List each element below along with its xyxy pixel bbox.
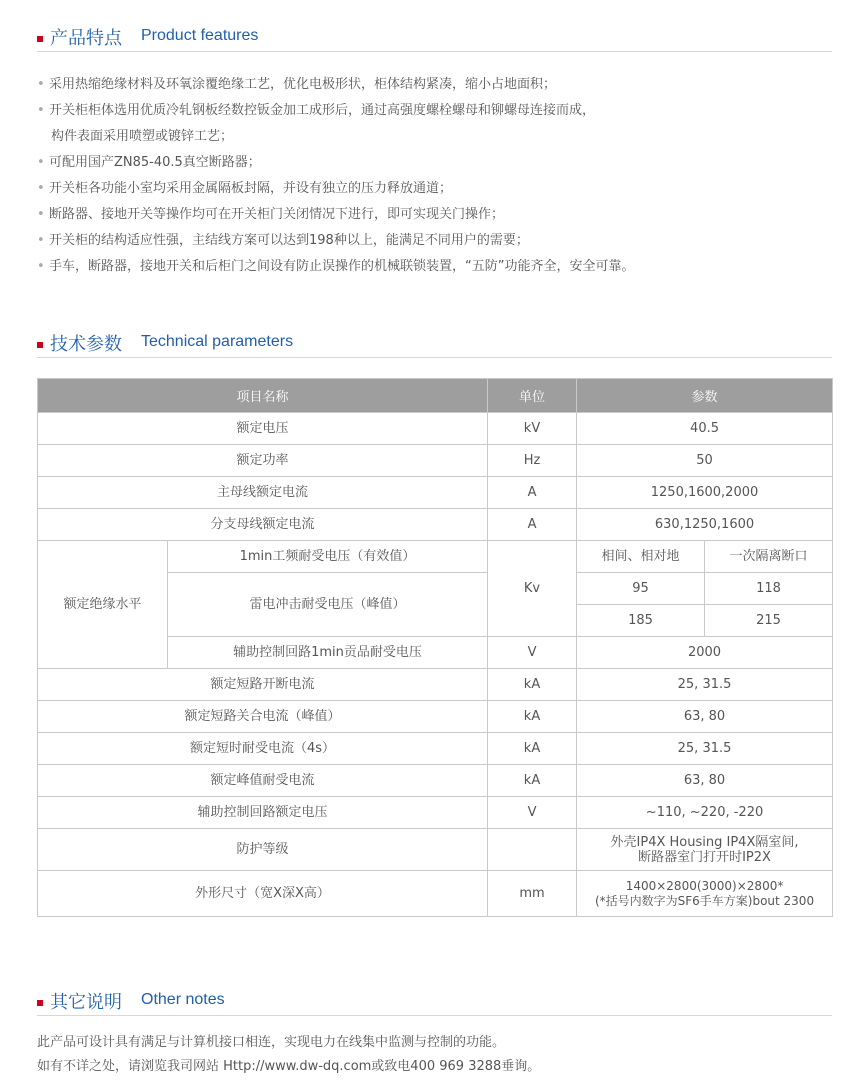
table-row <box>38 829 833 871</box>
param-name: 辅助控制回路额定电压 <box>38 797 488 829</box>
protection-name: 防护等级 <box>38 829 488 871</box>
bullet-icon: • <box>37 207 45 222</box>
dimensions-name: 外形尺寸（宽X深X高） <box>38 871 488 917</box>
param-unit: kA <box>488 669 577 701</box>
param-name: 分支母线额定电流 <box>38 509 488 541</box>
features-title-cn: 产品特点 <box>50 28 122 49</box>
feature-item: • 开关柜各功能小室均采用金属隔板封隔，并设有独立的压力释放通道； <box>37 176 837 202</box>
param-name: 额定短时耐受电流（4s） <box>38 733 488 765</box>
feature-item-continuation: 构件表面采用喷塑或镀锌工艺； <box>51 129 234 144</box>
table-header-row <box>38 379 833 413</box>
insulation-col2-header: 一次隔离断口 <box>705 541 833 573</box>
technical-parameters-table <box>37 378 833 917</box>
param-value: 25, 31.5 <box>577 733 833 765</box>
notes-body <box>37 1031 540 1079</box>
param-value: 25, 31.5 <box>577 669 833 701</box>
bullet-icon: • <box>37 155 45 170</box>
param-value: 40.5 <box>577 413 833 445</box>
param-name: 额定功率 <box>38 445 488 477</box>
param-value: 630,1250,1600 <box>577 509 833 541</box>
feature-item: • 开关柜的结构适应性强，主结线方案可以达到198种以上，能满足不同用户的需要； <box>37 228 837 254</box>
protection-value <box>577 829 833 871</box>
bullet-icon: • <box>37 103 45 118</box>
param-value: ~110, ~220, -220 <box>577 797 833 829</box>
header-unit: 单位 <box>488 379 577 413</box>
param-name: 主母线额定电流 <box>38 477 488 509</box>
section-marker-icon <box>37 342 43 348</box>
bullet-icon: • <box>37 259 45 274</box>
insulation-group-label: 额定绝缘水平 <box>38 541 168 669</box>
param-value: 63, 80 <box>577 765 833 797</box>
dimensions-value-line2: (*括号内数字为SF6手车方案)bout 2300 <box>594 893 815 908</box>
param-unit: A <box>488 477 577 509</box>
bullet-icon: • <box>37 77 45 92</box>
insulation-unit: Kv <box>488 541 577 637</box>
dimensions-unit: mm <box>488 871 577 917</box>
note-line: 此产品可设计具有满足与计算机接口相连，实现电力在线集中监测与控制的功能。 <box>37 1035 506 1050</box>
features-title-en: Product features <box>141 27 259 44</box>
features-list <box>37 72 837 280</box>
section-marker-icon <box>37 36 43 42</box>
table-row <box>38 701 833 733</box>
param-name: 额定短路关合电流（峰值） <box>38 701 488 733</box>
tech-title-cn: 技术参数 <box>50 334 122 355</box>
feature-item: • 可配用国产ZN85-40.5真空断路器； <box>37 150 837 176</box>
dimensions-value <box>577 871 833 917</box>
param-name: 额定电压 <box>38 413 488 445</box>
feature-item: • 采用热缩绝缘材料及环氧涂覆绝缘工艺，优化电极形状，柜体结构紧凑，缩小占地面积； <box>37 72 837 98</box>
header-value: 参数 <box>577 379 833 413</box>
tech-title-en: Technical parameters <box>141 333 294 350</box>
aux-label: 辅助控制回路1min贡品耐受电压 <box>168 637 488 669</box>
aux-value: 2000 <box>577 637 833 669</box>
param-unit: Hz <box>488 445 577 477</box>
param-unit: V <box>488 797 577 829</box>
table-row <box>38 413 833 445</box>
feature-item: • 手车，断路器，接地开关和后柜门之间设有防止误操作的机械联锁装置，“五防”功能齐全，安全可靠。 <box>37 254 837 280</box>
lightning-label: 雷电冲击耐受电压（峰值） <box>168 573 488 637</box>
power-freq-col1: 95 <box>577 573 705 605</box>
table-row <box>38 477 833 509</box>
table-row <box>38 541 833 573</box>
table-row <box>38 871 833 917</box>
param-unit: kA <box>488 733 577 765</box>
param-value: 50 <box>577 445 833 477</box>
note-line: 如有不详之处，请浏览我司网站 Http://www.dw-dq.com或致电400 969 3288垂询。 <box>37 1059 541 1074</box>
table-row <box>38 797 833 829</box>
notes-section-header <box>37 990 832 1016</box>
lightning-col2: 215 <box>705 605 833 637</box>
power-freq-col2: 118 <box>705 573 833 605</box>
param-unit: A <box>488 509 577 541</box>
features-section-header <box>37 26 832 52</box>
table-row <box>38 445 833 477</box>
notes-title-en: Other notes <box>141 991 225 1008</box>
aux-unit: V <box>488 637 577 669</box>
tech-section-header <box>37 332 832 358</box>
feature-item: • 开关柜柜体选用优质冷轧钢板经数控钣金加工成形后，通过高强度螺栓螺母和铆螺母连接而成， <box>37 98 837 124</box>
dimensions-value-line1: 1400×2800(3000)×2800* <box>625 878 784 893</box>
power-freq-label: 1min工频耐受电压（有效值） <box>168 541 488 573</box>
protection-value-line2: 断路器室门打开时IP2X <box>638 849 771 865</box>
lightning-col1: 185 <box>577 605 705 637</box>
insulation-col1-header: 相间、相对地 <box>577 541 705 573</box>
notes-title-cn: 其它说明 <box>50 992 122 1013</box>
param-unit: kA <box>488 765 577 797</box>
param-value: 63, 80 <box>577 701 833 733</box>
protection-unit <box>488 829 577 871</box>
param-name: 额定短路开断电流 <box>38 669 488 701</box>
table-row <box>38 669 833 701</box>
table-row <box>38 733 833 765</box>
table-row <box>38 509 833 541</box>
bullet-icon: • <box>37 181 45 196</box>
bullet-icon: • <box>37 233 45 248</box>
table-row <box>38 765 833 797</box>
param-unit: kA <box>488 701 577 733</box>
header-item-name: 项目名称 <box>38 379 488 413</box>
protection-value-line1: 外壳IP4X Housing IP4X隔室间, <box>610 834 799 850</box>
section-marker-icon <box>37 1000 43 1006</box>
param-unit: kV <box>488 413 577 445</box>
param-value: 1250,1600,2000 <box>577 477 833 509</box>
param-name: 额定峰值耐受电流 <box>38 765 488 797</box>
feature-item: • 断路器、接地开关等操作均可在开关柜门关闭情况下进行，即可实现关门操作； <box>37 202 837 228</box>
